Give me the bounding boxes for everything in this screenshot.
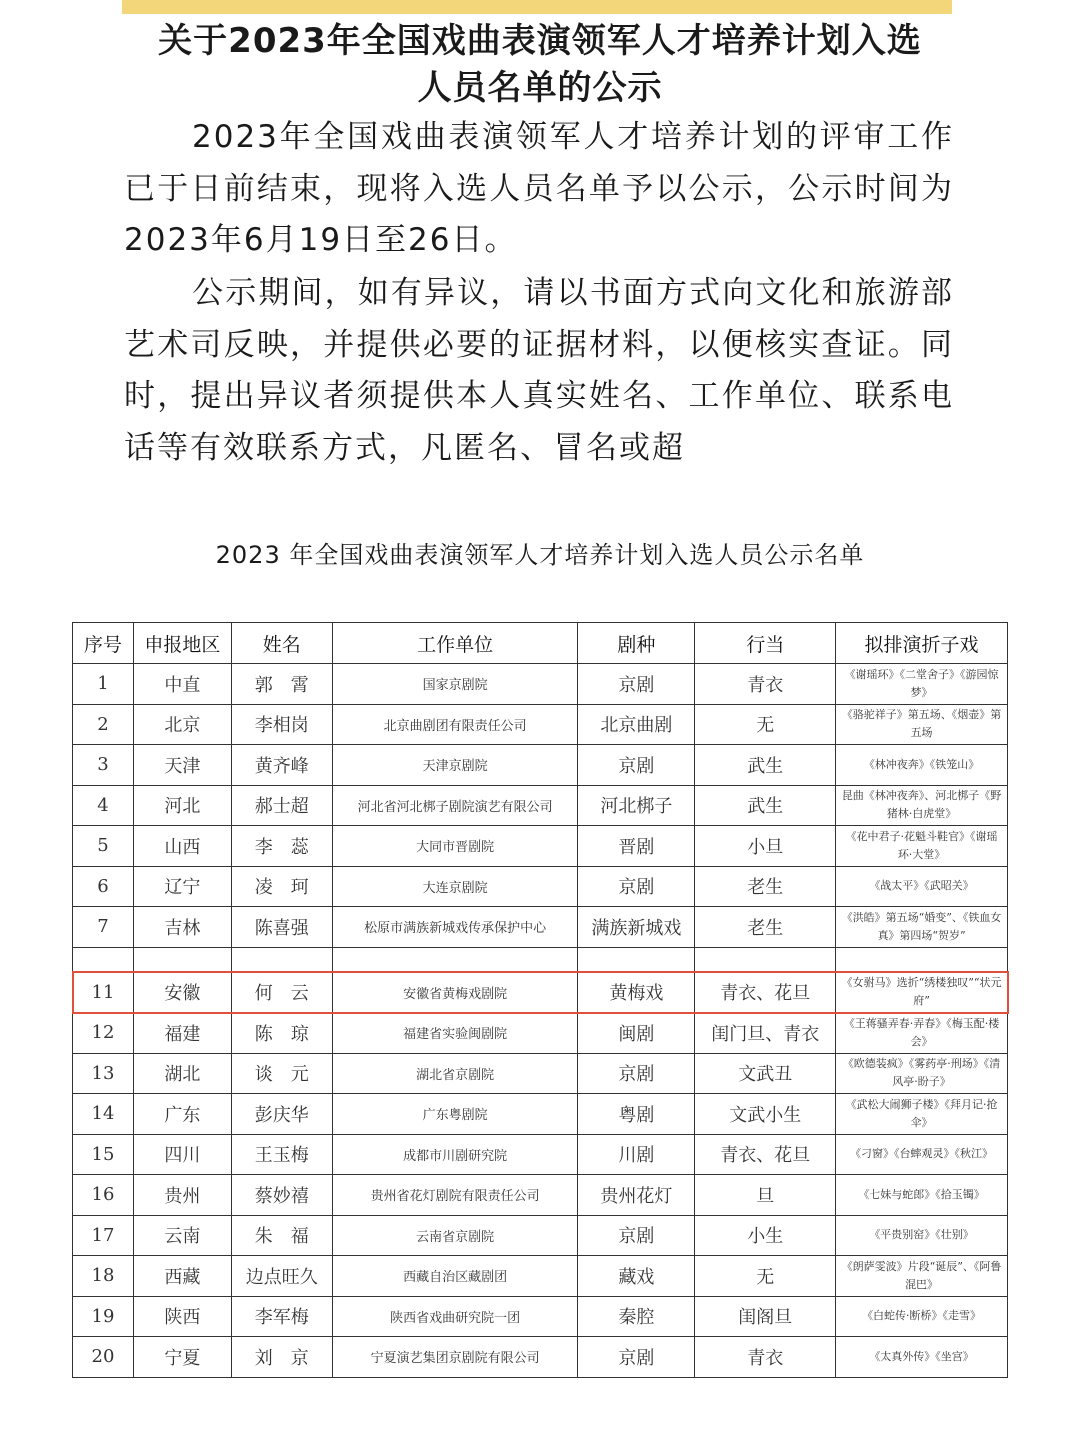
- table-row: [73, 1134, 1008, 1175]
- paragraph-1: [124, 112, 954, 267]
- cell-name: 郝士超: [231, 785, 332, 826]
- cell-work-unit: 北京曲剧团有限责任公司: [332, 704, 578, 745]
- table-row: [73, 907, 1008, 948]
- cell-role-type: 文武丑: [695, 1053, 836, 1094]
- cell-work-unit: 松原市满族新城戏传承保护中心: [332, 907, 578, 948]
- cell-index: 5: [73, 826, 134, 867]
- cell-role-type: 青衣: [695, 1337, 836, 1378]
- cell-name: 陈喜强: [231, 907, 332, 948]
- cell-role-type: 小生: [695, 1215, 836, 1256]
- table-header-row: [73, 623, 1008, 664]
- cell-work-unit: 陕西省戏曲研究院一团: [332, 1296, 578, 1337]
- table-row: [73, 1013, 1008, 1054]
- cell-region: 河北: [133, 785, 231, 826]
- cell-index: 6: [73, 866, 134, 907]
- cell-region: 湖北: [133, 1053, 231, 1094]
- top-banner-strip: [122, 0, 952, 14]
- table-row: [73, 664, 1008, 705]
- cell-excerpt-plays: 《骆驼祥子》第五场、《烟壶》第五场: [836, 704, 1008, 745]
- cell-name: 刘 京: [231, 1337, 332, 1378]
- cell-excerpt-plays: 《七妹与蛇郎》《拾玉镯》: [836, 1175, 1008, 1216]
- title-line-1: 关于2023年全国戏曲表演领军人才培养计划入选: [158, 21, 922, 61]
- cell-region: 云南: [133, 1215, 231, 1256]
- cell-name: 彭庆华: [231, 1094, 332, 1135]
- cell-role-type: 闺阁旦: [695, 1296, 836, 1337]
- table-row: [73, 1094, 1008, 1135]
- cell-excerpt-plays: 《朗萨雯波》片段“诞辰”、《阿鲁混巴》: [836, 1256, 1008, 1297]
- cell-opera-genre: 北京曲剧: [578, 704, 695, 745]
- column-header-index: 序号: [73, 623, 134, 664]
- cell-opera-genre: 京剧: [578, 1215, 695, 1256]
- cell-name: 朱 福: [231, 1215, 332, 1256]
- cell-region: 宁夏: [133, 1337, 231, 1378]
- cell-excerpt-plays: 《白蛇传·断桥》《走雪》: [836, 1296, 1008, 1337]
- cell-opera-genre: 藏戏: [578, 1256, 695, 1297]
- cell-name: 谈 元: [231, 1053, 332, 1094]
- table-row: [73, 704, 1008, 745]
- cell-index: 20: [73, 1337, 134, 1378]
- column-header-name: 姓名: [231, 623, 332, 664]
- cell-opera-genre: 京剧: [578, 1337, 695, 1378]
- table-row: [73, 866, 1008, 907]
- cell-index: 3: [73, 745, 134, 786]
- cell-excerpt-plays: 《王蒋骚弄春·弄春》《梅玉配·楼会》: [836, 1013, 1008, 1054]
- cell-region: 安徽: [133, 972, 231, 1013]
- cell-work-unit: 云南省京剧院: [332, 1215, 578, 1256]
- table-row: [73, 1337, 1008, 1378]
- cell-opera-genre: 京剧: [578, 664, 695, 705]
- cell-excerpt-plays: 《刁窗》《台蟀观灵》《秋江》: [836, 1134, 1008, 1175]
- cell-name: 李 蕊: [231, 826, 332, 867]
- cell-work-unit: 天津京剧院: [332, 745, 578, 786]
- table-row: [73, 947, 1008, 972]
- cell-region: 北京: [133, 704, 231, 745]
- cell-region: 山西: [133, 826, 231, 867]
- cell-index: 14: [73, 1094, 134, 1135]
- table-row: [73, 1256, 1008, 1297]
- cell-role-type: 旦: [695, 1175, 836, 1216]
- cell-work-unit: 大同市晋剧院: [332, 826, 578, 867]
- highlighted-table-row: [73, 972, 1008, 1013]
- table-title: 2023 年全国戏曲表演领军人才培养计划入选人员公示名单: [215, 541, 865, 569]
- cell-opera-genre: 河北梆子: [578, 785, 695, 826]
- table-row: [73, 1175, 1008, 1216]
- cell-excerpt-plays: 《太真外传》《坐宫》: [836, 1337, 1008, 1378]
- cell-opera-genre: 京剧: [578, 745, 695, 786]
- cell-role-type: 小旦: [695, 826, 836, 867]
- cell-work-unit: 福建省实验闽剧院: [332, 1013, 578, 1054]
- cell-work-unit: [332, 947, 578, 972]
- cell-role-type: 武生: [695, 785, 836, 826]
- cell-index: 16: [73, 1175, 134, 1216]
- table-row: [73, 785, 1008, 826]
- cell-role-type: [695, 947, 836, 972]
- cell-excerpt-plays: 《谢瑶环》《二堂舍子》《游园惊梦》: [836, 664, 1008, 705]
- cell-role-type: 武生: [695, 745, 836, 786]
- cell-region: 陕西: [133, 1296, 231, 1337]
- table-row: [73, 1215, 1008, 1256]
- cell-role-type: 无: [695, 704, 836, 745]
- cell-work-unit: 成都市川剧研究院: [332, 1134, 578, 1175]
- cell-region: 西藏: [133, 1256, 231, 1297]
- cell-name: 李军梅: [231, 1296, 332, 1337]
- cell-role-type: 青衣: [695, 664, 836, 705]
- cell-name: 蔡妙禧: [231, 1175, 332, 1216]
- title-line-2: 人员名单的公示: [417, 68, 663, 108]
- cell-region: 天津: [133, 745, 231, 786]
- cell-work-unit: 安徽省黄梅戏剧院: [332, 972, 578, 1013]
- cell-index: 4: [73, 785, 134, 826]
- cell-work-unit: 广东粤剧院: [332, 1094, 578, 1135]
- cell-name: 何 云: [231, 972, 332, 1013]
- table-row: [73, 745, 1008, 786]
- cell-work-unit: 国家京剧院: [332, 664, 578, 705]
- cell-region: 四川: [133, 1134, 231, 1175]
- cell-opera-genre: 京剧: [578, 866, 695, 907]
- cell-index: 11: [73, 972, 134, 1013]
- table-row: [73, 1053, 1008, 1094]
- cell-opera-genre: 闽剧: [578, 1013, 695, 1054]
- cell-excerpt-plays: 《平贵别窑》《壮别》: [836, 1215, 1008, 1256]
- cell-index: 7: [73, 907, 134, 948]
- cell-work-unit: 西藏自治区藏剧团: [332, 1256, 578, 1297]
- column-header-excerpt-plays: 拟排演折子戏: [836, 623, 1008, 664]
- column-header-role-type: 行当: [695, 623, 836, 664]
- cell-excerpt-plays: 《欧德装疯》《雾药亭·刑场》《清风亭·盼子》: [836, 1053, 1008, 1094]
- cell-role-type: 老生: [695, 866, 836, 907]
- cell-opera-genre: 川剧: [578, 1134, 695, 1175]
- table-row: [73, 826, 1008, 867]
- cell-region: [133, 947, 231, 972]
- cell-name: 凌 珂: [231, 866, 332, 907]
- cell-work-unit: 贵州省花灯剧院有限责任公司: [332, 1175, 578, 1216]
- cell-work-unit: 湖北省京剧院: [332, 1053, 578, 1094]
- cell-opera-genre: 满族新城戏: [578, 907, 695, 948]
- cell-role-type: 老生: [695, 907, 836, 948]
- cell-region: 辽宁: [133, 866, 231, 907]
- cell-opera-genre: 粤剧: [578, 1094, 695, 1135]
- paragraph-2: [124, 268, 954, 474]
- cell-region: 吉林: [133, 907, 231, 948]
- cell-name: 黄齐峰: [231, 745, 332, 786]
- cell-region: 福建: [133, 1013, 231, 1054]
- cell-name: 郭 霄: [231, 664, 332, 705]
- cell-excerpt-plays: 《武松大闹狮子楼》《拜月记·抢伞》: [836, 1094, 1008, 1135]
- nominee-table: [72, 622, 1008, 1378]
- cell-region: 中直: [133, 664, 231, 705]
- paragraph-1-text: 2023年全国戏曲表演领军人才培养计划的评审工作已于日前结束，现将入选人员名单予以公示，公示时间为2023年6月19日至26日。: [124, 119, 954, 258]
- cell-excerpt-plays: 《林冲夜奔》《铁笼山》: [836, 745, 1008, 786]
- cell-index: 12: [73, 1013, 134, 1054]
- cell-opera-genre: 京剧: [578, 1053, 695, 1094]
- cell-index: 13: [73, 1053, 134, 1094]
- column-header-opera-genre: 剧种: [578, 623, 695, 664]
- cell-index: 15: [73, 1134, 134, 1175]
- cell-role-type: 青衣、花旦: [695, 972, 836, 1013]
- cell-work-unit: 大连京剧院: [332, 866, 578, 907]
- cell-work-unit: 宁夏演艺集团京剧院有限公司: [332, 1337, 578, 1378]
- cell-role-type: 青衣、花旦: [695, 1134, 836, 1175]
- cell-name: 边点旺久: [231, 1256, 332, 1297]
- cell-work-unit: 河北省河北梆子剧院演艺有限公司: [332, 785, 578, 826]
- cell-opera-genre: [578, 947, 695, 972]
- cell-opera-genre: 晋剧: [578, 826, 695, 867]
- column-header-work-unit: 工作单位: [332, 623, 578, 664]
- cell-index: 2: [73, 704, 134, 745]
- cell-opera-genre: 秦腔: [578, 1296, 695, 1337]
- column-header-region: 申报地区: [133, 623, 231, 664]
- cell-region: 广东: [133, 1094, 231, 1135]
- cell-role-type: 闺门旦、青衣: [695, 1013, 836, 1054]
- cell-index: 17: [73, 1215, 134, 1256]
- cell-role-type: 文武小生: [695, 1094, 836, 1135]
- cell-index: 18: [73, 1256, 134, 1297]
- cell-excerpt-plays: 《女驸马》选折“绣楼独叹”“状元府”: [836, 972, 1008, 1013]
- cell-opera-genre: 贵州花灯: [578, 1175, 695, 1216]
- cell-index: [73, 947, 134, 972]
- cell-name: 李相岗: [231, 704, 332, 745]
- cell-index: 19: [73, 1296, 134, 1337]
- cell-name: [231, 947, 332, 972]
- cell-excerpt-plays: 《花中君子·花魁斗鞋官》《谢瑶环·大堂》: [836, 826, 1008, 867]
- cell-role-type: 无: [695, 1256, 836, 1297]
- cell-excerpt-plays: 昆曲《林冲夜奔》、河北梆子《野猪林·白虎堂》: [836, 785, 1008, 826]
- cell-name: 王玉梅: [231, 1134, 332, 1175]
- cell-excerpt-plays: [836, 947, 1008, 972]
- cell-excerpt-plays: 《战太平》《武昭关》: [836, 866, 1008, 907]
- cell-excerpt-plays: 《洪皓》第五场“婚变”、《铁血女真》第四场“贺岁”: [836, 907, 1008, 948]
- cell-name: 陈 琼: [231, 1013, 332, 1054]
- cell-index: 1: [73, 664, 134, 705]
- cell-opera-genre: 黄梅戏: [578, 972, 695, 1013]
- table-row: [73, 1296, 1008, 1337]
- paragraph-2-text: 公示期间，如有异议，请以书面方式向文化和旅游部艺术司反映，并提供必要的证据材料，以便核实查证。同时，提出异议者须提供本人真实姓名、工作单位、联系电话等有效联系方式，凡匿名、冒名或超: [124, 275, 954, 466]
- cell-region: 贵州: [133, 1175, 231, 1216]
- page-title: [110, 18, 970, 112]
